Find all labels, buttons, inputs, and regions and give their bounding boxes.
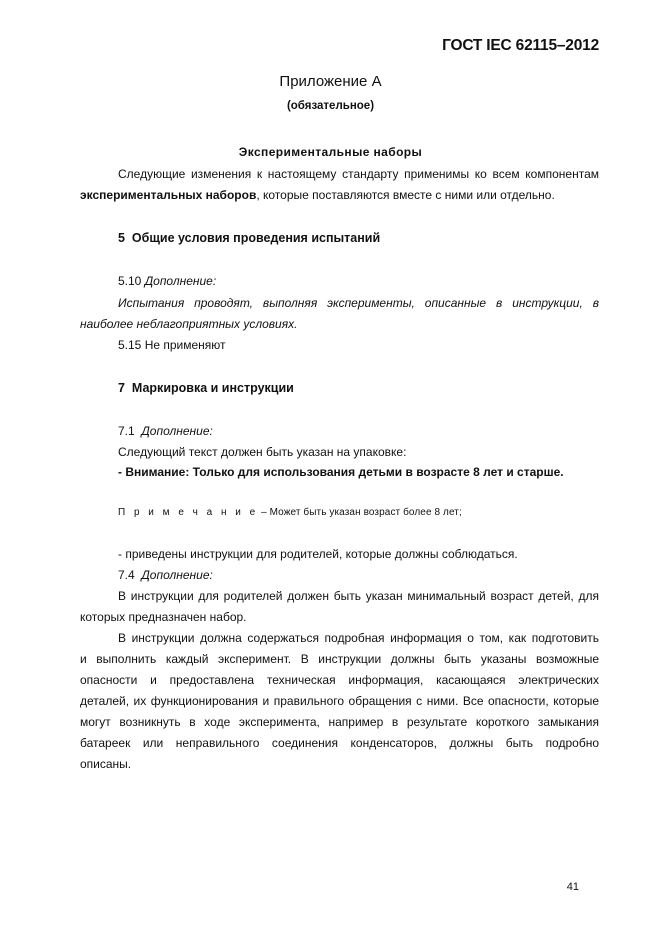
item-7-1-text: Следующий текст должен быть указан на упаковке: — [118, 445, 407, 459]
item-5-10-text-1: Испытания проводят, выполняя эксперименты, описанные в инструкции, в — [118, 296, 599, 310]
item-7-1-number: 7.1 — [118, 424, 135, 438]
item-5-10-label: Дополнение: — [144, 274, 217, 288]
item-7-4-label: Дополнение: — [141, 568, 213, 582]
appendix-heading: Экспериментальные наборы — [238, 145, 423, 159]
section-7-heading — [118, 381, 294, 395]
section-5-number: 5 — [118, 231, 125, 245]
paragraph-1-line-2: которых предназначен набор. — [80, 610, 247, 624]
item-5-15: 5.15 Не применяют — [118, 338, 226, 352]
item-5-10-text-2: наиболее неблагоприятных условиях. — [80, 317, 298, 331]
paragraph-2-line-4: деталей, их функционирования и правильного обращения с ними. Все опасности, которые — [80, 694, 599, 708]
section-7-number: 7 — [118, 381, 125, 395]
item-7-1-label: Дополнение: — [141, 424, 213, 438]
item-7-4-number: 7.4 — [118, 568, 135, 582]
warning-text: - Внимание: Только для использования детьми в возрасте 8 лет и старше. — [118, 465, 564, 479]
paragraph-2-line-6: батареек или неправильного соединения конденсаторов, должны быть подробно — [80, 736, 599, 750]
note-text: – Может быть указан возраст более 8 лет; — [258, 507, 462, 518]
page-number: 41 — [566, 881, 579, 893]
appendix-title: Приложение А — [279, 73, 382, 90]
paragraph-2-line-3: опасности и предоставлена техническая информация, касающаяся электрических — [80, 673, 599, 687]
note — [118, 507, 462, 518]
section-5-title: Общие условия проведения испытаний — [131, 231, 381, 245]
intro-line-1: Следующие изменения к настоящему стандарту применимы ко всем компонентам — [118, 167, 599, 181]
section-5-heading — [118, 231, 380, 245]
intro-line-2 — [80, 188, 555, 202]
paragraph-2-line-1: В инструкции должна содержаться подробная информация о том, как подготовить — [118, 631, 599, 645]
item-7-4 — [118, 568, 213, 582]
standard-code: ГОСТ IEC 62115–2012 — [442, 37, 599, 54]
item-5-10 — [118, 274, 216, 288]
section-7-title: Маркировка и инструкции — [131, 381, 294, 395]
paragraph-2-line-5: могут возникнуть в ходе эксперимента, например в результате короткого замыкания — [80, 715, 599, 729]
appendix-subtitle: (обязательное) — [286, 100, 375, 112]
intro-bold-term: экспериментальных наборов — [80, 188, 257, 202]
item-5-10-number: 5.10 — [118, 274, 142, 288]
note-label: П р и м е ч а н и е — [118, 507, 259, 518]
item-7-1 — [118, 424, 213, 438]
paragraph-2-line-7: описаны. — [80, 757, 132, 771]
paragraph-1-line-1: В инструкции для родителей должен быть указан минимальный возраст детей, для — [118, 589, 599, 603]
paragraph-2-line-2: и выполнить каждый эксперимент. В инструкции должны быть указаны возможные — [80, 652, 599, 666]
intro-line-2-rest: , которые поставляются вместе с ними или отдельно. — [256, 188, 555, 202]
instructions-line: - приведены инструкции для родителей, которые должны соблюдаться. — [118, 547, 518, 561]
